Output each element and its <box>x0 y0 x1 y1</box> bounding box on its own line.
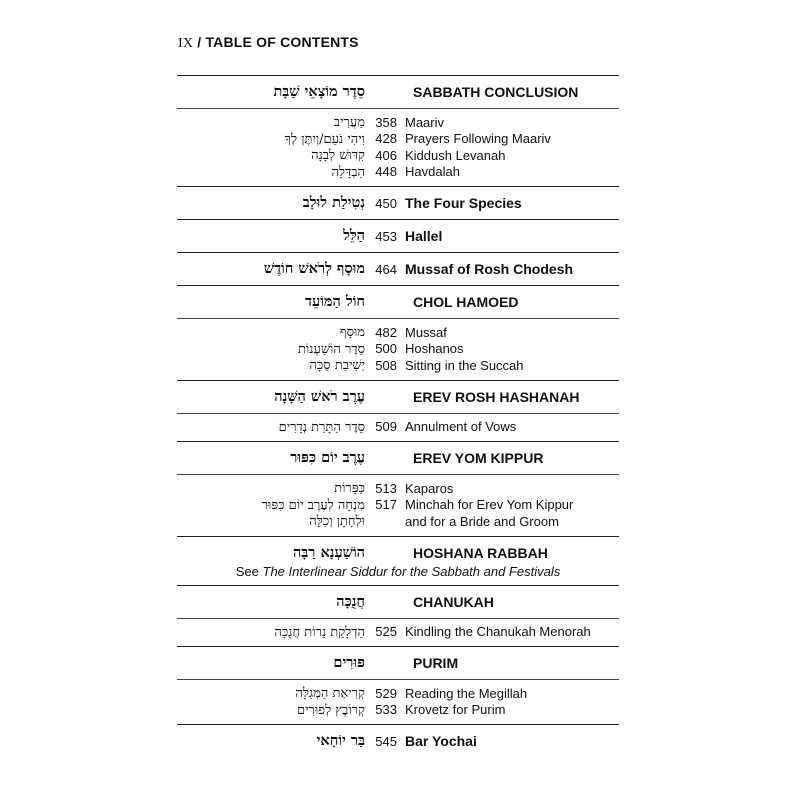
section-hebrew: סֵדֶר מוֹצָאֵי שַׁבָּת <box>273 83 365 100</box>
entry-page: 525 <box>375 624 397 640</box>
section-title: CHANUKAH <box>413 593 494 610</box>
entry-page: 500 <box>375 341 397 357</box>
toc-section-erev-yom-kippur <box>177 442 619 537</box>
toc-entry[interactable] <box>177 164 619 181</box>
page-title: TABLE OF CONTENTS <box>205 34 359 50</box>
section-page: 545 <box>375 733 397 749</box>
toc-entry[interactable] <box>177 624 619 641</box>
section-title: Hallel <box>405 228 443 244</box>
entry-page: 529 <box>375 685 397 701</box>
toc-entry[interactable] <box>177 131 619 148</box>
entry-english: Prayers Following Maariv <box>405 131 551 147</box>
toc-entry[interactable] <box>177 702 619 719</box>
toc-entry[interactable] <box>177 513 619 530</box>
section-header <box>177 586 619 619</box>
toc-entry[interactable] <box>177 480 619 497</box>
entry-english: Kaparos <box>405 480 454 496</box>
toc-entry[interactable] <box>177 341 619 358</box>
entry-english: and for a Bride and Groom <box>405 513 559 529</box>
entry-page: 509 <box>375 419 397 435</box>
note-prefix: See <box>235 563 263 579</box>
entry-english: Kiddush Levanah <box>405 147 506 163</box>
section-hebrew: הוֹשַׁעְנָא רַבָּה <box>292 543 365 561</box>
section-hebrew: בַּר יוֹחָאי <box>316 732 365 749</box>
toc-section-mussaf-rosh-chodesh[interactable] <box>177 253 619 286</box>
section-page: 464 <box>375 261 397 277</box>
entry-hebrew: וּלְחָתָן וְכַלָּה <box>309 514 365 530</box>
section-hebrew: נְטִילַת לוּלָב <box>302 194 365 211</box>
section-hebrew: חוֹל הַמּוֹעֵד <box>305 293 365 310</box>
section-header <box>177 76 619 109</box>
entry-english: Hoshanos <box>405 341 464 357</box>
section-header <box>177 220 619 252</box>
toc-entry[interactable] <box>177 114 619 131</box>
section-hebrew: עֶרֶב יוֹם כִּפּוּר <box>290 449 365 466</box>
section-header <box>177 647 619 680</box>
toc-entry[interactable] <box>177 324 619 341</box>
toc-section-hoshana-rabbah <box>177 537 619 586</box>
toc-section-bar-yochai[interactable] <box>177 725 619 757</box>
section-title: Bar Yochai <box>405 733 477 749</box>
section-items <box>177 319 619 380</box>
section-header <box>177 725 619 757</box>
section-hebrew: חֲנֻכָּה <box>336 592 365 610</box>
entry-english: Minchah for Erev Yom Kippur <box>405 497 574 513</box>
entry-english: Maariv <box>405 114 445 130</box>
entry-hebrew: מַעֲרִיב <box>333 115 365 131</box>
entry-english: Annulment of Vows <box>405 419 517 435</box>
toc-section-sabbath-conclusion <box>177 76 619 187</box>
entry-page: 428 <box>375 131 397 147</box>
toc-section-hallel[interactable] <box>177 220 619 253</box>
toc-section-purim <box>177 647 619 725</box>
entry-hebrew: וִיהִי נֹעַם/וְיִתֶּן לְךָ <box>284 131 365 147</box>
entry-page: 508 <box>375 357 397 373</box>
entry-page: 448 <box>375 164 397 180</box>
section-hebrew: עֶרֶב רֹאשׁ הַשָּׁנָה <box>274 387 365 405</box>
section-note <box>177 564 619 585</box>
header-separator: / <box>197 34 202 50</box>
page-number: IX <box>178 36 194 51</box>
entry-hebrew: קִדּוּשׁ לְבָנָה <box>311 148 365 164</box>
section-items <box>177 109 619 186</box>
entry-english: Sitting in the Succah <box>405 357 524 373</box>
section-hebrew: הַלֵּל <box>343 227 365 244</box>
section-items <box>177 619 619 647</box>
toc-entry[interactable] <box>177 357 619 374</box>
toc-entry[interactable] <box>177 147 619 164</box>
section-title: HOSHANA RABBAH <box>413 544 548 561</box>
section-header <box>177 442 619 475</box>
toc-entry[interactable] <box>177 419 619 436</box>
section-title: EREV YOM KIPPUR <box>413 450 544 466</box>
section-title: CHOL HAMOED <box>413 294 519 310</box>
section-title: EREV ROSH HASHANAH <box>413 388 580 405</box>
section-page: 450 <box>375 195 397 211</box>
entry-hebrew: קְרוֹבֶץ לְפוּרִים <box>297 702 365 718</box>
entry-hebrew: כַּפָּרוֹת <box>334 481 365 497</box>
entry-hebrew: מוּסָף <box>339 325 365 341</box>
entry-hebrew: סֵדֶר הַתָּרַת נְדָרִים <box>278 419 365 435</box>
section-items <box>177 680 619 724</box>
entry-page: 482 <box>375 324 397 340</box>
entry-english: Havdalah <box>405 164 460 180</box>
toc-entry[interactable] <box>177 685 619 702</box>
section-header <box>177 253 619 285</box>
section-title: The Four Species <box>405 195 522 211</box>
toc-section-chol-hamoed <box>177 286 619 381</box>
section-header <box>177 187 619 219</box>
section-items <box>177 414 619 442</box>
table-of-contents <box>177 75 619 757</box>
entry-hebrew: יְשִׁיבַת סֻכָּה <box>309 358 365 374</box>
toc-entry[interactable] <box>177 497 619 514</box>
section-header <box>177 381 619 414</box>
section-header <box>177 286 619 319</box>
entry-hebrew: הַדְלָקַת נֵרוֹת חֲנֻכָּה <box>274 624 365 640</box>
section-title: SABBATH CONCLUSION <box>413 84 579 100</box>
note-book-title: The Interlinear Siddur for the Sabbath and Festivals <box>262 563 561 579</box>
toc-section-erev-rosh-hashanah <box>177 381 619 443</box>
section-title: PURIM <box>413 655 459 671</box>
entry-hebrew: קְרִיאַת הַמְּגִלָּה <box>295 686 365 702</box>
toc-section-chanukah <box>177 586 619 648</box>
entry-english: Mussaf <box>405 324 447 340</box>
entry-page: 533 <box>375 702 397 718</box>
section-title: Mussaf of Rosh Chodesh <box>405 261 574 277</box>
entry-page: 358 <box>375 114 397 130</box>
entry-hebrew: סֵדֶר הוֹשַׁעְנוֹת <box>297 341 365 357</box>
page-header <box>178 34 359 52</box>
entry-english: Krovetz for Purim <box>405 702 506 718</box>
entry-hebrew: מִנְחָה לְעֶרֶב יוֹם כִּפּוּר <box>261 497 365 513</box>
entry-english: Reading the Megillah <box>405 685 528 701</box>
section-hebrew: פּוּרִים <box>333 654 365 671</box>
section-items <box>177 475 619 536</box>
entry-hebrew: הַבְדָּלָה <box>331 164 365 180</box>
entry-english: Kindling the Chanukah Menorah <box>405 624 591 640</box>
section-hebrew: מוּסָף לְרֹאשׁ חוֹדֶשׁ <box>263 260 365 277</box>
entry-page: 517 <box>375 497 397 513</box>
entry-page: 406 <box>375 147 397 163</box>
entry-page: 513 <box>375 480 397 496</box>
toc-section-four-species[interactable] <box>177 187 619 220</box>
section-page: 453 <box>375 228 397 244</box>
